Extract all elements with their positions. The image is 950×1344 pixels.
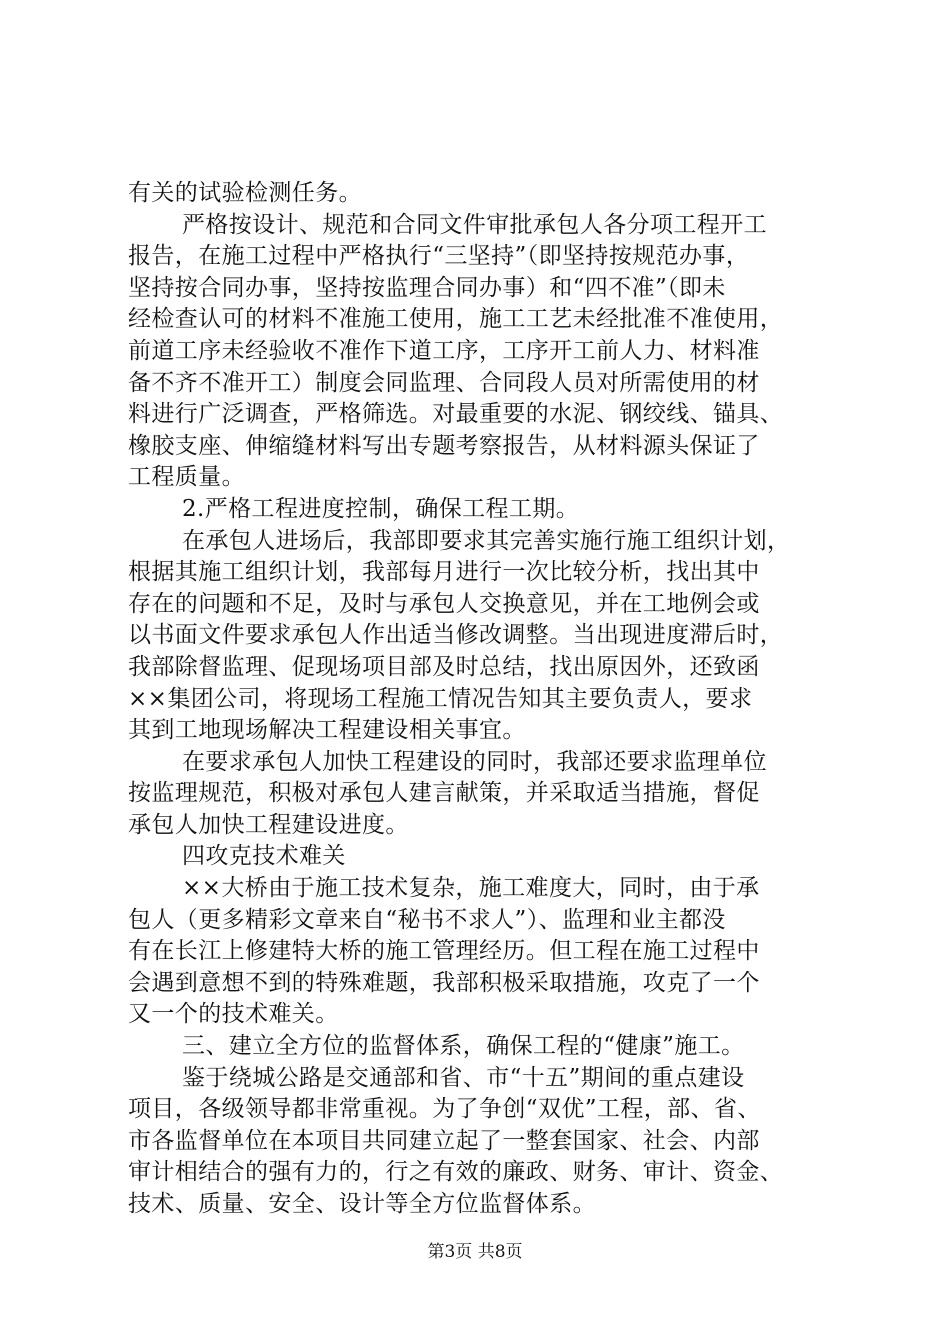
text-line: 料进行广泛调查，严格筛选。对最重要的水泥、钢绞线、锚具、 xyxy=(128,401,784,428)
text-line: 按监理规范，积极对承包人建言献策，并采取适当措施，督促 xyxy=(128,780,760,807)
text-line: 有关的试验检测任务。 xyxy=(128,180,362,206)
text-line: 存在的问题和不足，及时与承包人交换意见，并在工地例会或 xyxy=(128,590,760,617)
text-line: ××集团公司，将现场工程施工情况告知其主要负责人，要求 xyxy=(128,685,753,712)
text-line: 包人（更多精彩文章来自“秘书不求人”）、监理和业主都没 xyxy=(128,906,726,933)
text-line: 根据其施工组织计划，我部每月进行一次比较分析，找出其中 xyxy=(128,559,760,586)
text-line: 工程质量。 xyxy=(128,464,245,491)
text-line: 前道工序未经验收不准作下道工序，工序开工前人力、材料准 xyxy=(128,337,760,364)
text-line: 又一个的技术难关。 xyxy=(128,1001,339,1028)
text-line: 其到工地现场解决工程建设相关事宜。 xyxy=(128,717,526,744)
text-line: 项目，各级领导都非常重视。为了争创“双优”工程，部、省、 xyxy=(128,1096,761,1123)
text-line: ××大桥由于施工技术复杂，施工难度大，同时，由于承 xyxy=(182,875,760,902)
text-line: 报告，在施工过程中严格执行“三坚持”（即坚持按规范办事， xyxy=(128,243,750,270)
text-line: 承包人加快工程建设进度。 xyxy=(128,811,409,838)
text-line: 备不齐不准开工）制度会同监理、合同段人员对所需使用的材 xyxy=(128,369,760,396)
text-line: 三、建立全方位的监督体系，确保工程的“健康”施工。 xyxy=(182,1033,745,1060)
text-line: 市各监督单位在本项目共同建立起了一整套国家、社会、内部 xyxy=(128,1127,760,1154)
text-line: 鉴于绕城公路是交通部和省、市“十五”期间的重点建设 xyxy=(182,1064,745,1091)
text-line: 以书面文件要求承包人作出适当修改调整。当出现进度滞后时， xyxy=(128,622,784,649)
text-line: 我部除督监理、促现场项目部及时总结，找出原因外，还致函 xyxy=(128,653,760,680)
document-body xyxy=(128,178,828,1221)
text-line: 2.严格工程进度控制，确保工程工期。 xyxy=(182,495,580,522)
text-line: 在要求承包人加快工程建设的同时，我部还要求监理单位 xyxy=(182,748,767,775)
text-line: 在承包人进场后，我部即要求其完善实施行施工组织计划， xyxy=(182,527,791,554)
text-line: 有在长江上修建特大桥的施工管理经历。但工程在施工过程中 xyxy=(128,938,760,965)
text-line: 技术、质量、安全、设计等全方位监督体系。 xyxy=(128,1191,596,1217)
text-line: 四攻克技术难关 xyxy=(182,843,346,870)
text-line: 橡胶支座、伸缩缝材料写出专题考察报告，从材料源头保证了 xyxy=(128,432,760,459)
text-line: 坚持按合同办事，坚持按监理合同办事）和“四不准”（即未 xyxy=(128,274,726,301)
text-line: 经检查认可的材料不准施工使用，施工工艺未经批准不准使用， xyxy=(128,306,784,333)
text-line: 审计相结合的强有力的，行之有效的廉政、财务、审计、资金、 xyxy=(128,1159,784,1186)
text-line: 严格按设计、规范和合同文件审批承包人各分项工程开工 xyxy=(182,211,767,238)
page-footer: 第3页 共8页 xyxy=(427,1242,523,1262)
text-line: 会遇到意想不到的特殊难题，我部积极采取措施，攻克了一个 xyxy=(128,969,760,996)
